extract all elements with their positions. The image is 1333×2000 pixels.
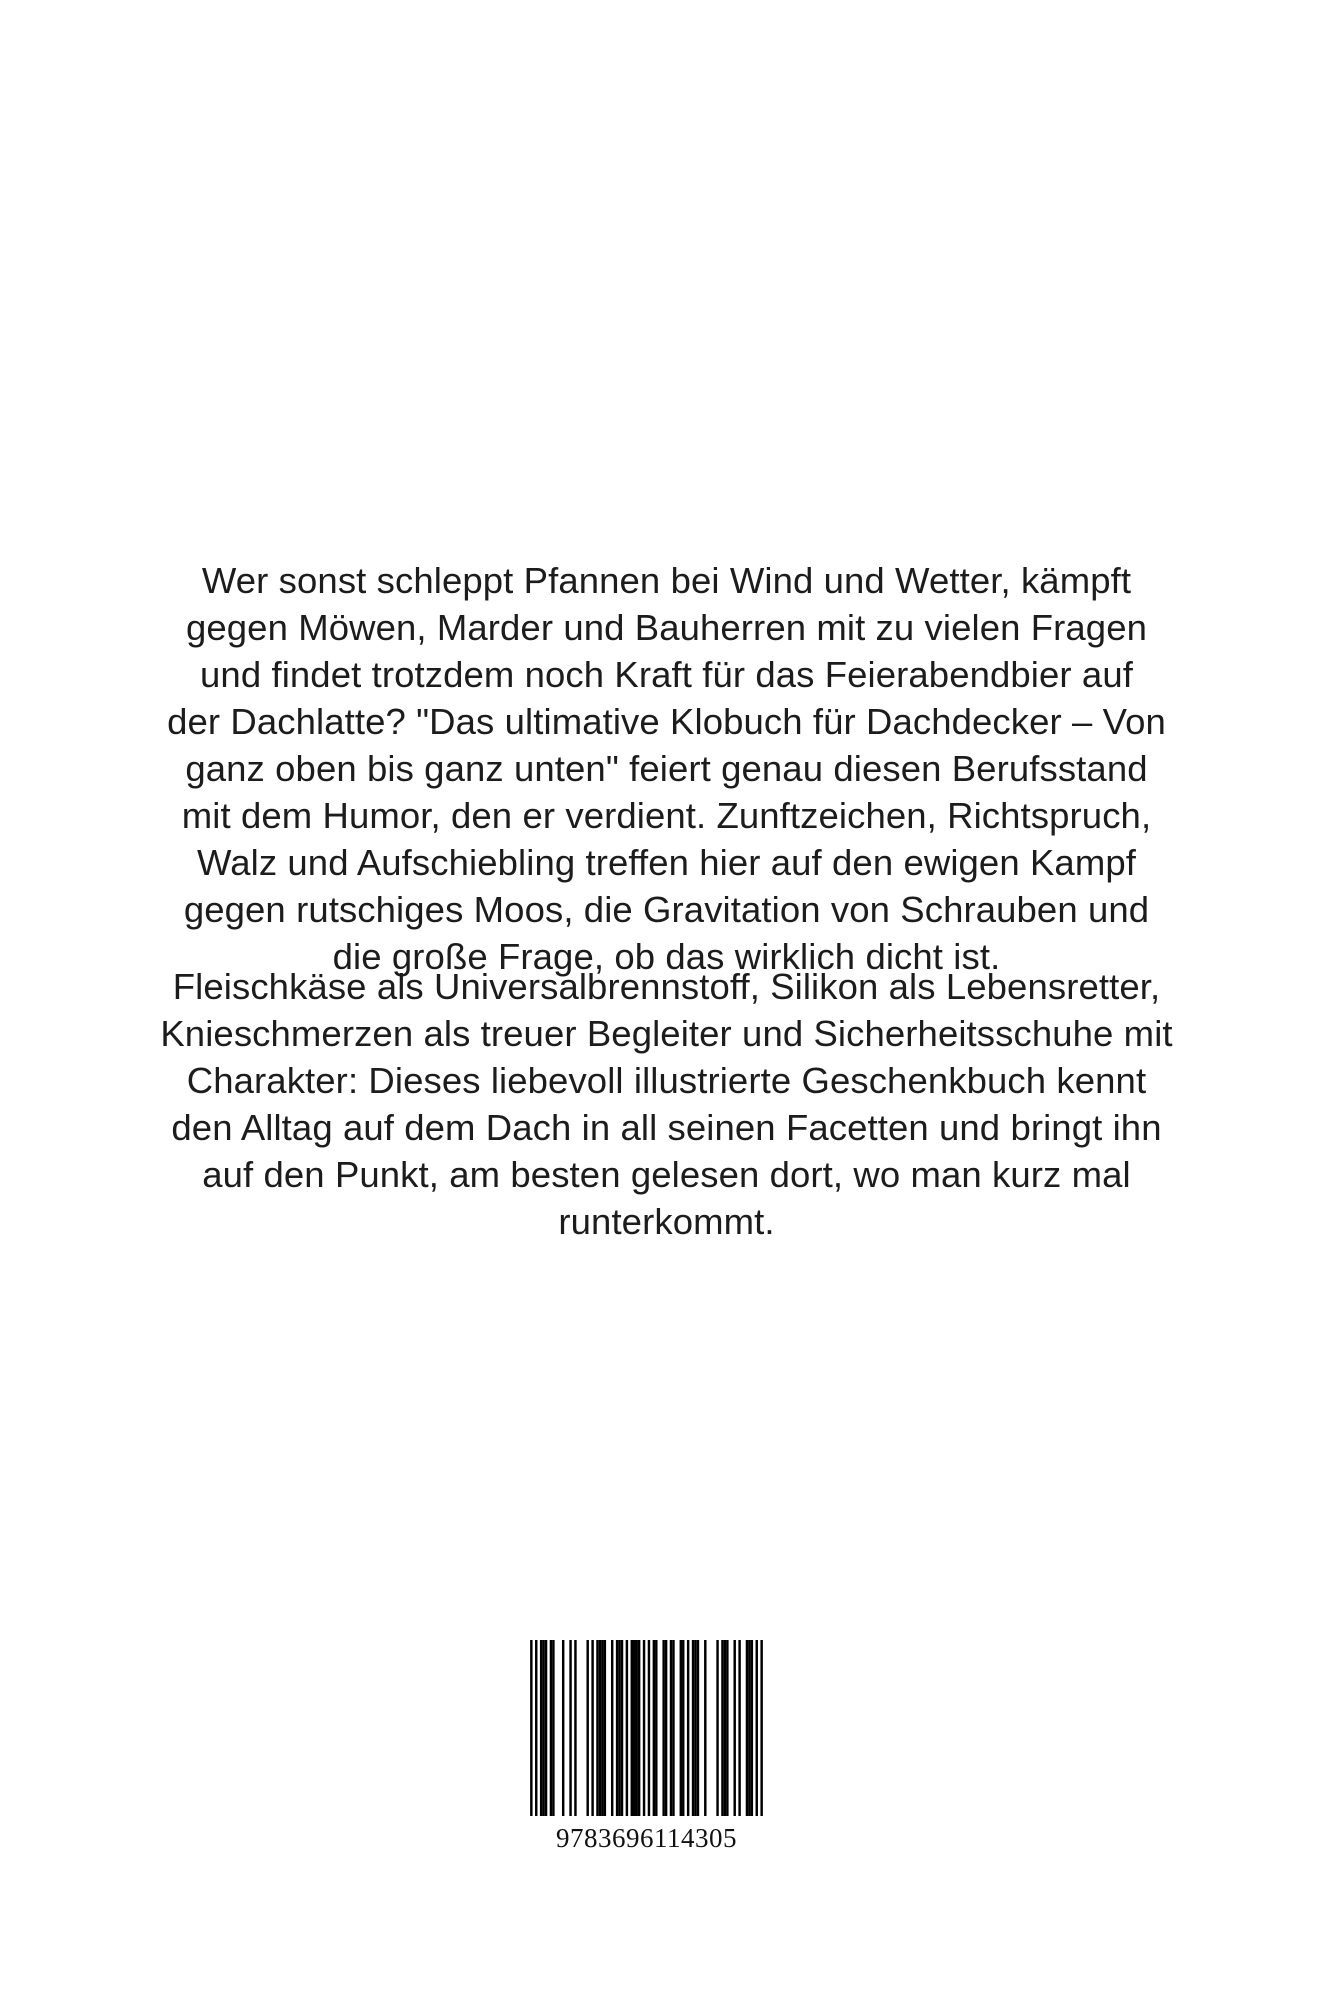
barcode-bar: [535, 1640, 537, 1816]
barcode-bar: [694, 1640, 696, 1816]
barcode-bars: [519, 1640, 774, 1820]
barcode-bar: [687, 1640, 689, 1816]
barcode-bar: [586, 1640, 588, 1816]
barcode-bar: [530, 1640, 532, 1816]
blurb-line: Walz und Aufschiebling treffen hier auf den ewigen Kampf: [197, 842, 1136, 883]
blurb-line: gegen Möwen, Marder und Bauherren mit zu vielen Fragen: [185, 607, 1147, 648]
blurb-paragraph-2: [150, 963, 1183, 1245]
barcode-bar: [611, 1640, 613, 1816]
barcode-bar: [721, 1640, 723, 1816]
barcode-bar: [604, 1640, 606, 1816]
barcode-bar: [550, 1640, 552, 1816]
barcode-bar: [633, 1640, 635, 1816]
barcode-bar: [596, 1640, 598, 1816]
blurb-line: den Alltag auf dem Dach in all seinen Facetten und bringt ihn: [171, 1107, 1162, 1148]
barcode-bar: [599, 1640, 601, 1816]
blurb-line: auf den Punkt, am besten gelesen dort, wo man kurz mal: [202, 1154, 1131, 1195]
barcode-bar: [665, 1640, 667, 1816]
isbn-number: 9783696114305: [556, 1823, 737, 1853]
barcode-bar: [672, 1640, 674, 1816]
isbn-barcode: [519, 1640, 774, 1859]
barcode-bar: [626, 1640, 628, 1816]
barcode-bar: [542, 1640, 544, 1816]
barcode-bar: [631, 1640, 633, 1816]
barcode-bar: [545, 1640, 547, 1816]
barcode-bar: [618, 1640, 620, 1816]
barcode-bar: [724, 1640, 726, 1816]
barcode-bar: [643, 1640, 645, 1816]
barcode-bar: [746, 1640, 748, 1816]
barcode-bar: [635, 1640, 637, 1816]
blurb-line: der Dachlatte? "Das ultimative Klobuch für Dachdecker – Von: [167, 701, 1166, 742]
barcode-bar: [601, 1640, 603, 1816]
barcode-bar: [621, 1640, 623, 1816]
barcode-bar: [726, 1640, 728, 1816]
barcode-bar: [540, 1640, 542, 1816]
blurb-line: Wer sonst schleppt Pfannen bei Wind und Wetter, kämpft: [201, 560, 1132, 601]
barcode-bar: [638, 1640, 640, 1816]
barcode-bar: [760, 1640, 762, 1816]
barcode-bar: [616, 1640, 618, 1816]
blurb-line: gegen rutschiges Moos, die Gravitation von Schrauben und: [183, 889, 1150, 930]
barcode-bar: [680, 1640, 682, 1816]
blurb-line: Charakter: Dieses liebevoll illustrierte Geschenkbuch kennt: [186, 1060, 1147, 1101]
barcode-bar: [716, 1640, 718, 1816]
barcode-bar: [662, 1640, 664, 1816]
blurb-line: runterkommt.: [558, 1201, 775, 1242]
blurb-line: Fleischkäse als Universalbrennstoff, Silikon als Lebensretter,: [172, 966, 1161, 1007]
barcode-bar: [697, 1640, 699, 1816]
barcode-bar: [692, 1640, 694, 1816]
barcode-bar: [704, 1640, 706, 1816]
barcode-bar: [653, 1640, 655, 1816]
barcode-bar: [738, 1640, 740, 1816]
blurb-line: Knieschmerzen als treuer Begleiter und Sicherheitsschuhe mit: [160, 1013, 1173, 1054]
barcode-bar: [682, 1640, 684, 1816]
barcode-bar: [748, 1640, 750, 1816]
barcode-bar: [670, 1640, 672, 1816]
barcode-bar: [655, 1640, 657, 1816]
barcode-bar: [733, 1640, 735, 1816]
barcode-bar: [591, 1640, 593, 1816]
barcode-bar: [756, 1640, 758, 1816]
barcode-bar: [552, 1640, 554, 1816]
barcode-bar: [751, 1640, 753, 1816]
blurb-line: mit dem Humor, den er verdient. Zunftzeichen, Richtspruch,: [181, 795, 1152, 836]
blurb-line: und findet trotzdem noch Kraft für das Feierabendbier auf: [200, 654, 1133, 695]
blurb-paragraph-1: [150, 557, 1183, 980]
barcode-bar: [574, 1640, 576, 1816]
blurb-line: ganz oben bis ganz unten" feiert genau diesen Berufsstand: [185, 748, 1148, 789]
barcode-bar: [569, 1640, 571, 1816]
barcode-bar: [648, 1640, 650, 1816]
barcode-bar: [562, 1640, 564, 1816]
blurb-line: die große Frage, ob das wirklich dicht ist.: [332, 936, 1001, 977]
